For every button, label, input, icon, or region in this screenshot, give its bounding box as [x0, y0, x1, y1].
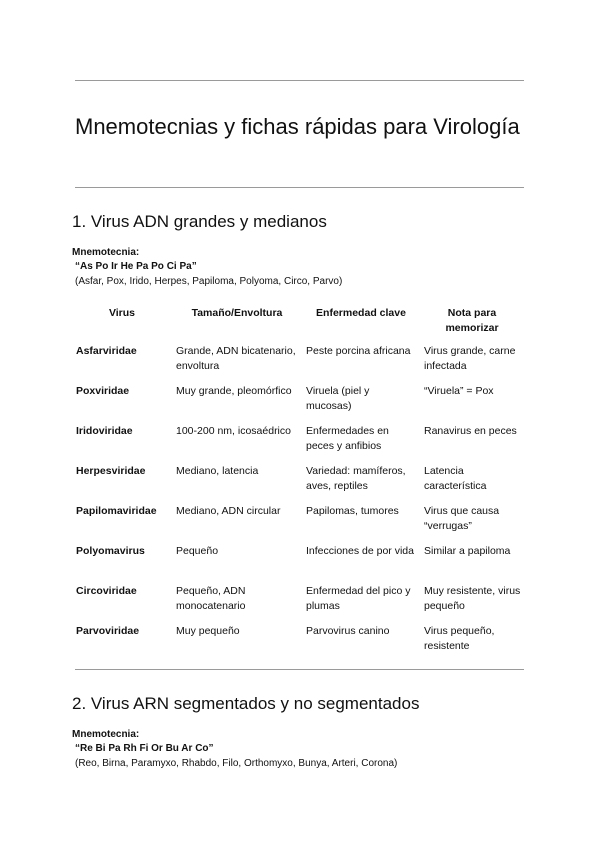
- cell-virus: Polyomavirus: [76, 545, 145, 557]
- cell-note: Latencia característica: [424, 465, 487, 492]
- virus-table: [72, 306, 524, 664]
- title-divider: [75, 187, 524, 188]
- cell-note: Virus grande, carne infectada: [424, 345, 516, 372]
- section1-heading: 1. Virus ADN grandes y medianos: [72, 212, 327, 231]
- cell-note: Similar a papiloma: [424, 545, 511, 557]
- cell-disease: Enfermedad del pico y plumas: [306, 585, 411, 612]
- cell-size: 100-200 nm, icosaédrico: [176, 425, 291, 437]
- cell-note: Ranavirus en peces: [424, 425, 517, 437]
- cell-virus: Circoviridae: [76, 585, 137, 597]
- header-key-disease: Enfermedad clave: [316, 307, 406, 319]
- cell-virus: Poxviridae: [76, 385, 130, 397]
- top-divider: [75, 80, 524, 81]
- cell-size: Pequeño: [176, 545, 219, 557]
- cell-disease: Infecciones de por vida: [306, 545, 414, 557]
- table-row: [72, 384, 524, 424]
- cell-size: Muy grande, pleomórfico: [176, 385, 292, 397]
- table-row: [72, 504, 524, 544]
- cell-size: Grande, ADN bicatenario, envoltura: [176, 345, 296, 372]
- cell-virus: Papilomaviridae: [76, 505, 157, 517]
- cell-virus: Asfarviridae: [76, 345, 137, 357]
- cell-size: Pequeño, ADN monocatenario: [176, 585, 246, 612]
- section1-mnemonic-phrase: “As Po Ir He Pa Po Ci Pa”: [75, 261, 197, 272]
- cell-size: Mediano, latencia: [176, 465, 259, 477]
- cell-virus: Parvoviridae: [76, 625, 140, 637]
- cell-note: Muy resistente, virus pequeño: [424, 585, 521, 612]
- table-row: [72, 424, 524, 464]
- cell-virus: Iridoviridae: [76, 425, 133, 437]
- header-size-envelope: Tamaño/Envoltura: [191, 307, 283, 319]
- cell-disease: Viruela (piel y mucosas): [306, 385, 370, 412]
- section2-heading: 2. Virus ARN segmentados y no segmentados: [72, 694, 420, 713]
- cell-disease: Enfermedades en peces y anfibios: [306, 425, 389, 452]
- page-title: Mnemotecnias y fichas rápidas para Virología: [75, 114, 520, 139]
- table-row: [72, 344, 524, 384]
- cell-note: Virus que causa “verrugas”: [424, 505, 500, 532]
- section2-mnemonic-label: Mnemotecnia:: [72, 729, 140, 740]
- section2-mnemonic-expansion: (Reo, Birna, Paramyxo, Rhabdo, Filo, Orthomyxo, Bunya, Arteri, Corona): [75, 758, 398, 769]
- table-row: [72, 464, 524, 504]
- cell-disease: Parvovirus canino: [306, 625, 390, 637]
- cell-size: Mediano, ADN circular: [176, 505, 281, 517]
- section1-mnemonic-expansion: (Asfar, Pox, Irido, Herpes, Papiloma, Polyoma, Circo, Parvo): [75, 276, 343, 287]
- cell-virus: Herpesviridae: [76, 465, 146, 477]
- section1-mnemonic-label: Mnemotecnia:: [72, 247, 140, 258]
- section2-mnemonic-phrase: “Re Bi Pa Rh Fi Or Bu Ar Co”: [75, 743, 214, 754]
- header-memo-note: Nota para memorizar: [445, 307, 499, 334]
- cell-note: Virus pequeño, resistente: [424, 625, 495, 652]
- cell-disease: Variedad: mamíferos, aves, reptiles: [306, 465, 406, 492]
- cell-note: “Viruela” = Pox: [424, 385, 494, 397]
- table-header-row: [72, 306, 524, 344]
- table-row: [72, 544, 524, 584]
- cell-size: Muy pequeño: [176, 625, 240, 637]
- cell-disease: Papilomas, tumores: [306, 505, 399, 517]
- table-row: [72, 624, 524, 664]
- section-divider: [75, 669, 524, 670]
- table-row: [72, 584, 524, 624]
- cell-disease: Peste porcina africana: [306, 345, 411, 357]
- header-virus: Virus: [108, 307, 136, 319]
